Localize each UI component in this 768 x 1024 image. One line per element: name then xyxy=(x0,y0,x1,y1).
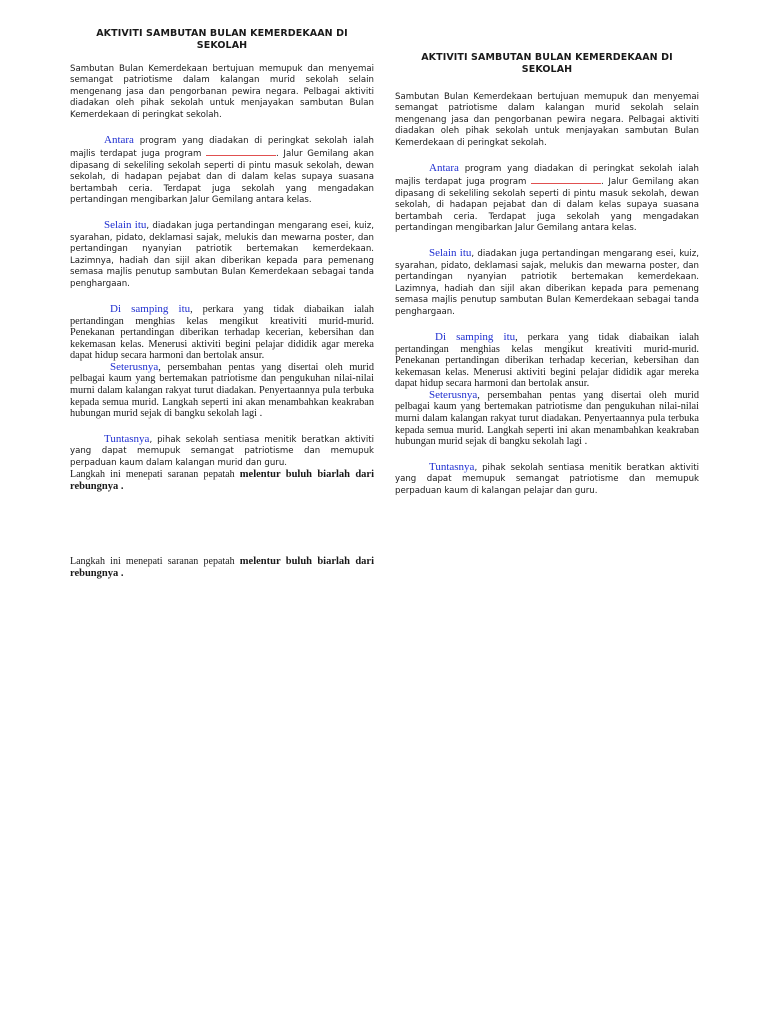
keyword-tuntasnya: Tuntasnya xyxy=(429,460,475,473)
left-paragraph-pepatah: Langkah ini menepati saranan pepatah melentur buluh biarlah dari rebungnya . xyxy=(70,555,374,580)
left-paragraph-tuntasnya: Tuntasnya, pihak sekolah sentiasa menitik beratkan aktiviti yang dapat memupuk semangat patriotisme dan memupuk perpaduan kaum dalam kalangan murid dan guru. Langkah ini menepati saranan pepatah melentur buluh biarlah dari rebungnya . xyxy=(70,432,374,493)
keyword-di-samping-itu: Di samping itu xyxy=(110,302,191,315)
keyword-selain-itu: Selain itu xyxy=(104,219,147,232)
keyword-di-samping-itu: Di samping itu xyxy=(435,330,516,343)
right-paragraph-di-samping: Di samping itu, perkara yang tidak diabaikan ialah pertandingan menghias kelas mengikut kreativiti murid-murid. Penekanan pertandingan diberikan terhadap kecerian, kebersihan dan kekemasan kelas. Menerusi aktiviti begini pelajar dididik agar mereka dapat hidup secara harmoni dan bertolak ansur. xyxy=(395,330,700,390)
right-paragraph-intro: Sambutan Bulan Kemerdekaan bertujuan memupuk dan menyemai semangat patriotisme dalam kalangan murid sekolah selain mengenang jasa dan pengorbanan pewira negara. Pelbagai aktiviti diadakan oleh pihak sekolah untuk menjayakan sambutan Bulan Kemerdekaan di peringkat sekolah. xyxy=(395,92,699,148)
left-paragraph-selain: Selain itu, diadakan juga pertandingan mengarang esei, kuiz, syarahan, pidato, deklamasi sajak, melukis dan mewarna poster, dan pertandingan nyanyian patriotik bertemakan kemerdekaan. Lazimnya, hadiah dan sijil akan diberikan kepada para pemenang semasa majlis penutup sambutan Bulan Kemerdekaan sebagai tanda penghargaan. xyxy=(70,219,374,289)
left-column xyxy=(70,28,374,581)
keyword-selain-itu: Selain itu xyxy=(429,247,472,260)
keyword-seterusnya: Seterusnya xyxy=(110,360,159,373)
keyword-antara: Antara xyxy=(429,162,459,175)
left-paragraph-intro: Sambutan Bulan Kemerdekaan bertujuan memupuk dan menyemai semangat patriotisme dalam kalangan murid sekolah selain mengenang jasa dan pengorbanan pewira negara. Pelbagai aktiviti diadakan oleh pihak sekolah untuk menjayakan sambutan Bulan Kemerdekaan di peringkat sekolah. xyxy=(70,64,374,120)
right-paragraph-tuntasnya: Tuntasnya, pihak sekolah sentiasa menitik beratkan aktiviti yang dapat memupuk semangat patriotisme dan memupuk perpaduan kaum di kalangan pelajar dan guru. xyxy=(395,460,699,496)
right-paragraph-seterusnya: Seterusnya, persembahan pentas yang disertai oleh murid pelbagai kaum yang bertemakan patriotisme dan pengukuhan nilai-nilai murni dalam kalangan rakyat turut diadakan. Penyertaannya pula terbuka kepada semua murid. Langkah seperti ini akan menambahkan keakraban hubungan murid sejak di bangku sekolah lagi . xyxy=(395,388,699,448)
blank-line xyxy=(206,147,276,156)
left-paragraph-di-samping: Di samping itu, perkara yang tidak diabaikan ialah pertandingan menghias kelas mengikut kreativiti murid-murid. Penekanan pertandingan diberikan terhadap kecerian, kebersihan dan kekemasan kelas. Menerusi aktiviti begini pelajar dididik agar mereka dapat hidup secara harmoni dan bertolak ansur. xyxy=(70,302,375,362)
keyword-antara: Antara xyxy=(104,134,134,147)
blank-line xyxy=(531,175,601,184)
left-title: AKTIVITI SAMBUTAN BULAN KEMERDEKAAN DI SEKOLAH xyxy=(96,28,348,51)
right-title: AKTIVITI SAMBUTAN BULAN KEMERDEKAAN DI SEKOLAH xyxy=(421,52,673,75)
left-paragraph-seterusnya: Seterusnya, persembahan pentas yang disertai oleh murid pelbagai kaum yang bertemakan patriotisme dan pengukuhan nilai-nilai murni dalam kalangan rakyat turut diadakan. Penyertaannya pula terbuka kepada semua murid. Langkah seperti ini akan menambahkan keakraban hubungan murid sejak di bangku sekolah lagi . xyxy=(70,360,374,420)
right-paragraph-antara: Antara program yang diadakan di peringkat sekolah ialah majlis terdapat juga program . Jalur Gemilang akan dipasang di sekeliling sekolah seperti di pintu masuk sekolah, dewan sekolah, di hadapan pejabat dan di dalam kelas supaya suasana bertambah ceria. Terdapat juga sekolah yang mengadakan pertandingan mengibarkan Jalur Gemilang antara kelas. xyxy=(395,162,699,234)
peribahasa: melentur buluh biarlah dari rebungnya . xyxy=(70,469,374,493)
keyword-seterusnya: Seterusnya xyxy=(429,388,478,401)
peribahasa-repeat: melentur buluh biarlah dari rebungnya . xyxy=(70,555,374,580)
left-paragraph-antara: Antara program yang diadakan di peringkat sekolah ialah majlis terdapat juga program . Jalur Gemilang akan dipasang di sekeliling sekolah seperti di pintu masuk sekolah, dewan sekolah, di hadapan pejabat dan di dalam kelas supaya suasana bertambah ceria. Terdapat juga sekolah yang mengadakan pertandingan mengibarkan Jalur Gemilang antara kelas. xyxy=(70,134,374,206)
keyword-tuntasnya: Tuntasnya xyxy=(104,432,150,445)
right-paragraph-selain: Selain itu, diadakan juga pertandingan mengarang esei, kuiz, syarahan, pidato, deklamasi sajak, melukis dan mewarna poster, dan pertandingan nyanyian patriotik bertemakan kemerdekaan. Lazimnya, hadiah dan sijil akan diberikan kepada para pemenang semasa majlis penutup sambutan Bulan Kemerdekaan sebagai tanda penghargaan. xyxy=(395,247,699,317)
right-column xyxy=(395,52,699,497)
